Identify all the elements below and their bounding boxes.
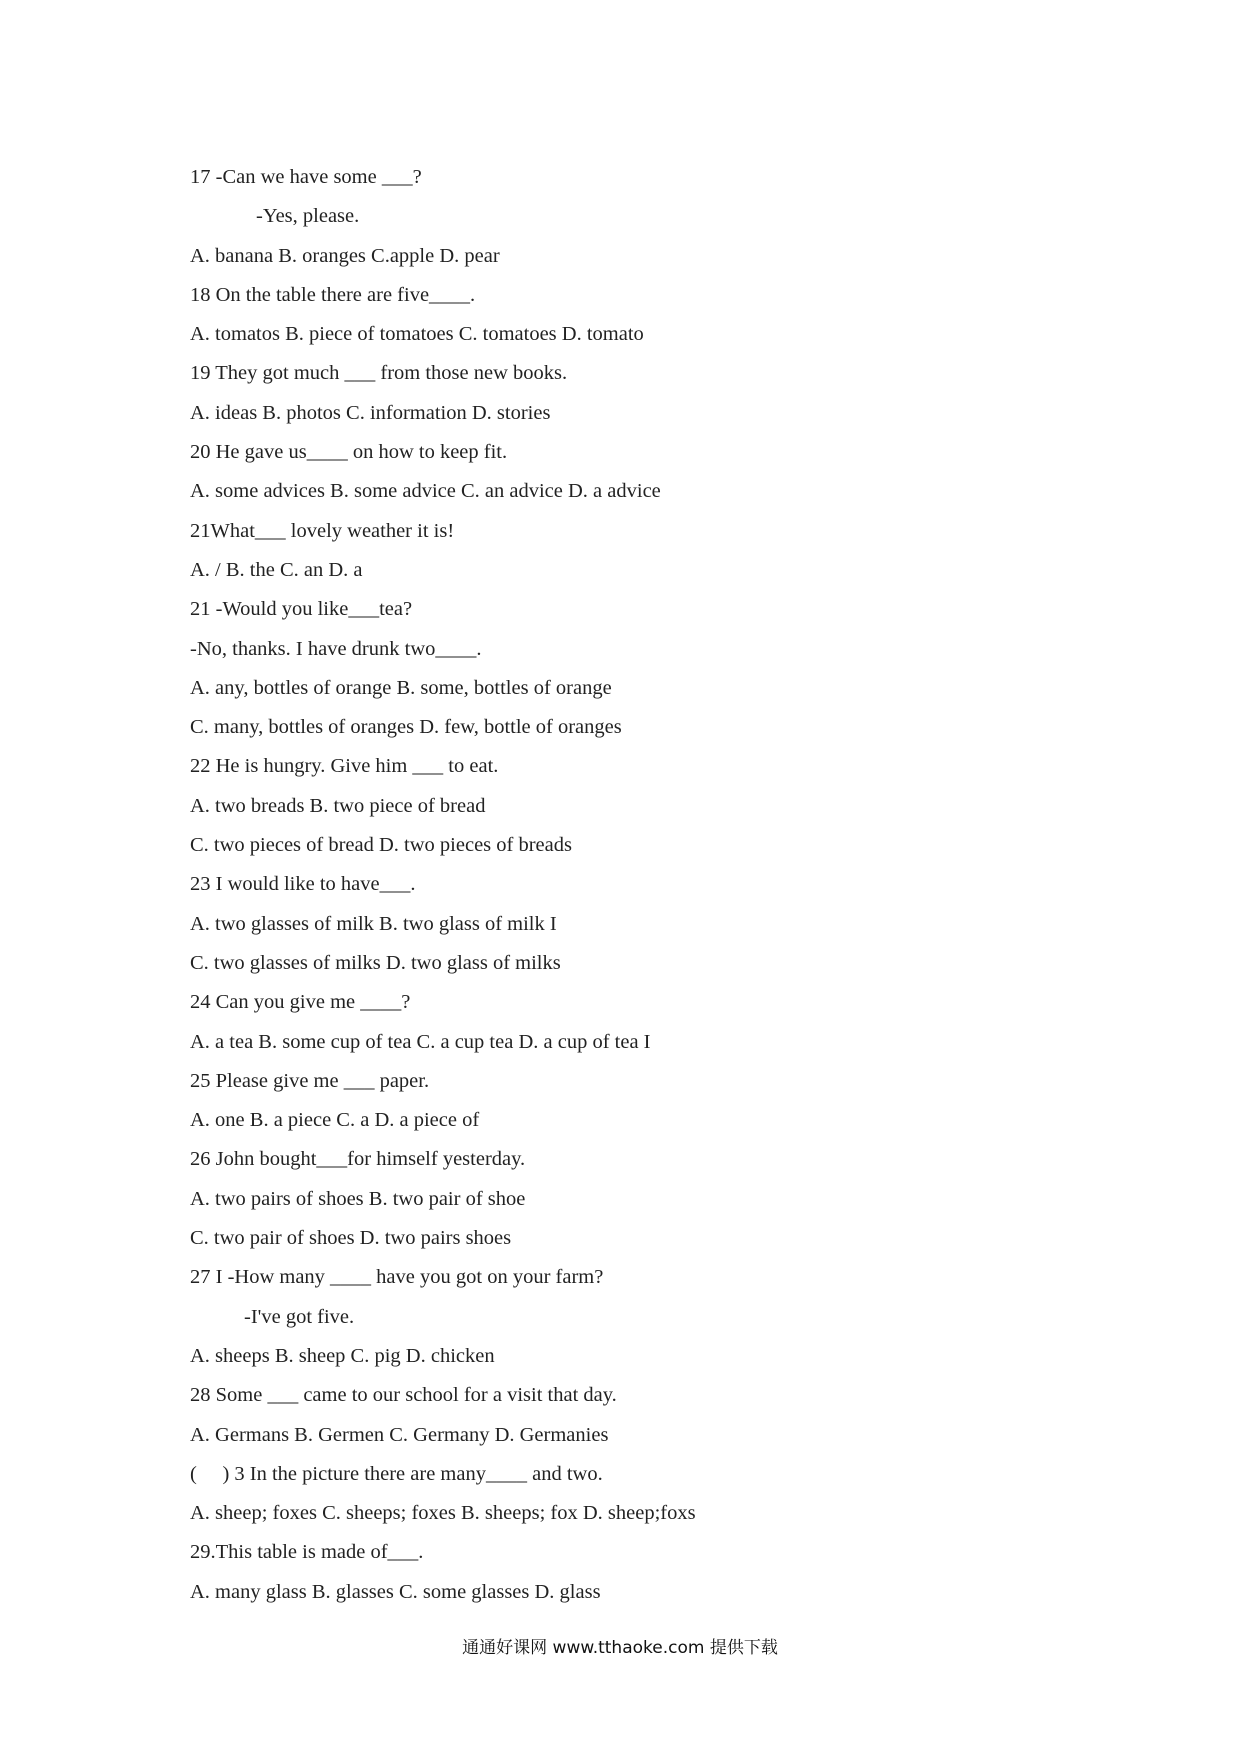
options-line: A. banana B. oranges C.apple D. pear — [190, 244, 500, 267]
question-24: 24 Can you give me ____? — [190, 991, 411, 1014]
options-line: A. some advices B. some advice C. an advice D. a advice — [190, 480, 661, 503]
options-line: C. many, bottles of oranges D. few, bottle of oranges — [190, 716, 622, 739]
options-line: C. two glasses of milks D. two glass of milks — [190, 951, 561, 974]
question-27: 27 I -How many ____ have you got on your farm? — [190, 1266, 604, 1289]
options-line: A. a tea B. some cup of tea C. a cup tea D. a cup of tea I — [190, 1030, 651, 1053]
question-3: ( ) 3 In the picture there are many____ and two. — [190, 1462, 603, 1485]
question-19: 19 They got much ___ from those new books. — [190, 362, 568, 385]
options-line: A. two pairs of shoes B. two pair of shoe — [190, 1187, 526, 1210]
options-line: A. two breads B. two piece of bread — [190, 794, 486, 817]
question-21a: 21What___ lovely weather it is! — [190, 519, 455, 542]
options-line: A. one B. a piece C. a D. a piece of — [190, 1109, 480, 1132]
question-20: 20 He gave us____ on how to keep fit. — [190, 441, 508, 464]
question-23: 23 I would like to have___. — [190, 873, 416, 896]
page-footer: 通通好课网 www.tthaoke.com 提供下载 — [462, 1638, 778, 1658]
options-line: A. Germans B. Germen C. Germany D. Germanies — [190, 1423, 609, 1446]
options-line: C. two pair of shoes D. two pairs shoes — [190, 1227, 512, 1250]
question-17: 17 -Can we have some ___? — [190, 166, 422, 188]
options-line: A. sheeps B. sheep C. pig D. chicken — [190, 1344, 495, 1367]
options-line: A. / B. the C. an D. a — [190, 558, 363, 581]
options-line: A. any, bottles of orange B. some, bottles of orange — [190, 676, 612, 699]
answer-line: -I've got five. — [244, 1305, 355, 1328]
question-18: 18 On the table there are five____. — [190, 283, 476, 306]
options-line: A. many glass B. glasses C. some glasses D. glass — [190, 1580, 601, 1603]
question-list — [190, 158, 1090, 1612]
options-line: A. tomatos B. piece of tomatoes C. tomatoes D. tomato — [190, 323, 644, 346]
question-22: 22 He is hungry. Give him ___ to eat. — [190, 755, 499, 778]
answer-line: -No, thanks. I have drunk two____. — [190, 637, 482, 660]
question-21b: 21 -Would you like___tea? — [190, 598, 413, 621]
options-line: A. ideas B. photos C. information D. stories — [190, 401, 551, 424]
options-line: A. two glasses of milk B. two glass of milk I — [190, 912, 557, 935]
options-line: C. two pieces of bread D. two pieces of breads — [190, 834, 572, 857]
question-25: 25 Please give me ___ paper. — [190, 1069, 430, 1092]
question-29: 29.This table is made of___. — [190, 1541, 424, 1564]
question-28: 28 Some ___ came to our school for a visit that day. — [190, 1384, 617, 1407]
answer-line: -Yes, please. — [256, 205, 360, 228]
options-line: A. sheep; foxes C. sheeps; foxes B. sheeps; fox D. sheep;foxs — [190, 1502, 696, 1525]
question-26: 26 John bought___for himself yesterday. — [190, 1148, 526, 1171]
